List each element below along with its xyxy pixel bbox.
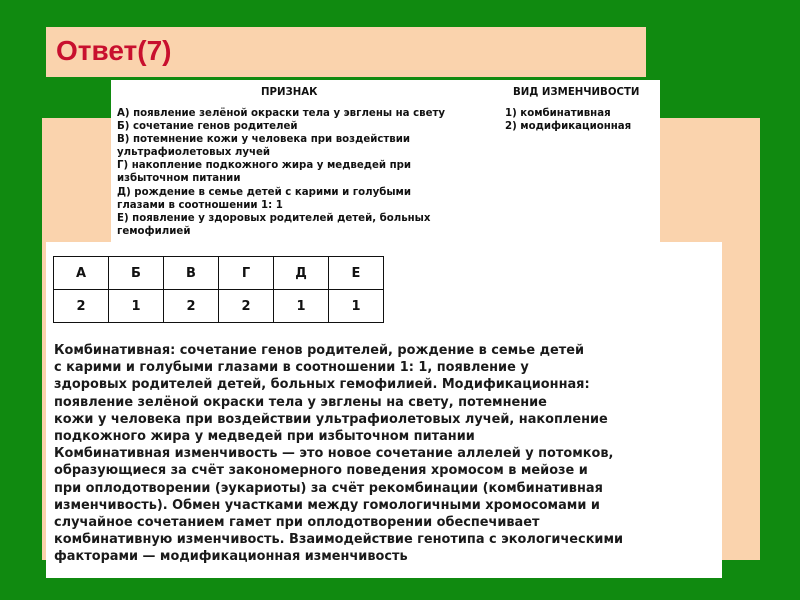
task-box <box>111 80 660 242</box>
explanation-line: появление зелёной окраски тела у эвглены на свету, потемнение <box>54 394 547 410</box>
feature-line: Б) сочетание генов родителей <box>117 121 298 133</box>
variability-type-list <box>505 107 631 133</box>
feature-line: А) появление зелёной окраски тела у эвглены на свету <box>117 108 446 119</box>
explanation-text <box>54 342 722 566</box>
feature-line: В) потемнение кожи у человека при воздействии <box>117 134 411 146</box>
answer-value-cell: 2 <box>219 290 274 323</box>
feature-list <box>117 107 497 238</box>
variability-type-line: 2) модификационная <box>505 121 632 133</box>
explanation-line: при оплодотворении (эукариоты) за счёт рекомбинации (комбинативная <box>54 480 603 496</box>
answer-value-cell: 1 <box>109 290 164 323</box>
answer-table <box>53 256 384 323</box>
feature-line: избыточном питании <box>117 173 241 185</box>
feature-line: ультрафиолетовых лучей <box>117 147 271 159</box>
explanation-line: образующиеся за счёт закономерного поведения хромосом в мейозе и <box>54 463 588 479</box>
answer-value-cell: 2 <box>164 290 219 323</box>
explanation-line: изменчивость). Обмен участками между гомологичными хромосомами и <box>54 497 600 513</box>
feature-line: Д) рождение в семье детей с карими и голубыми <box>117 186 411 198</box>
title-banner <box>46 27 646 77</box>
variability-type-line: 1) комбинативная <box>505 108 611 119</box>
answer-values-row <box>54 290 384 323</box>
feature-line: Е) появление у здоровых родителей детей, больных <box>117 212 431 224</box>
answer-letter-cell: А <box>54 257 109 290</box>
feature-line: гемофилией <box>117 225 191 237</box>
feature-line: Г) накопление подкожного жира у медведей при <box>117 160 412 172</box>
explanation-line: Комбинативная изменчивость — это новое сочетание аллелей у потомков, <box>54 446 614 462</box>
explanation-line: комбинативную изменчивость. Взаимодействие генотипа с экологическими <box>54 532 624 548</box>
explanation-line: случайное сочетанием гамет при оплодотворении обеспечивает <box>54 515 540 531</box>
answer-letter-cell: В <box>164 257 219 290</box>
answer-letter-cell: Е <box>329 257 384 290</box>
answer-box <box>46 242 722 578</box>
explanation-line: с карими и голубыми глазами в соотношении 1: 1, появление у <box>54 360 529 376</box>
explanation-line: подкожного жира у медведей при избыточном питании <box>54 429 475 445</box>
answer-letter-cell: Г <box>219 257 274 290</box>
explanation-line: факторами — модификационная изменчивость <box>54 549 408 565</box>
explanation-line: здоровых родителей детей, больных гемофилией. Модификационная: <box>54 377 590 393</box>
slide-title: Ответ(7) <box>56 35 172 66</box>
answer-letters-row <box>54 257 384 290</box>
answer-letter-cell: Б <box>109 257 164 290</box>
header-feature: ПРИЗНАК <box>261 87 318 98</box>
answer-letter-cell: Д <box>274 257 329 290</box>
header-variability-type: ВИД ИЗМЕНЧИВОСТИ <box>513 87 640 98</box>
answer-value-cell: 1 <box>274 290 329 323</box>
answer-value-cell: 1 <box>329 290 384 323</box>
feature-line: глазами в соотношении 1: 1 <box>117 199 283 211</box>
explanation-line: кожи у человека при воздействии ультрафиолетовых лучей, накопление <box>54 411 608 427</box>
answer-value-cell: 2 <box>54 290 109 323</box>
explanation-line: Комбинативная: сочетание генов родителей, рождение в семье детей <box>54 343 584 358</box>
